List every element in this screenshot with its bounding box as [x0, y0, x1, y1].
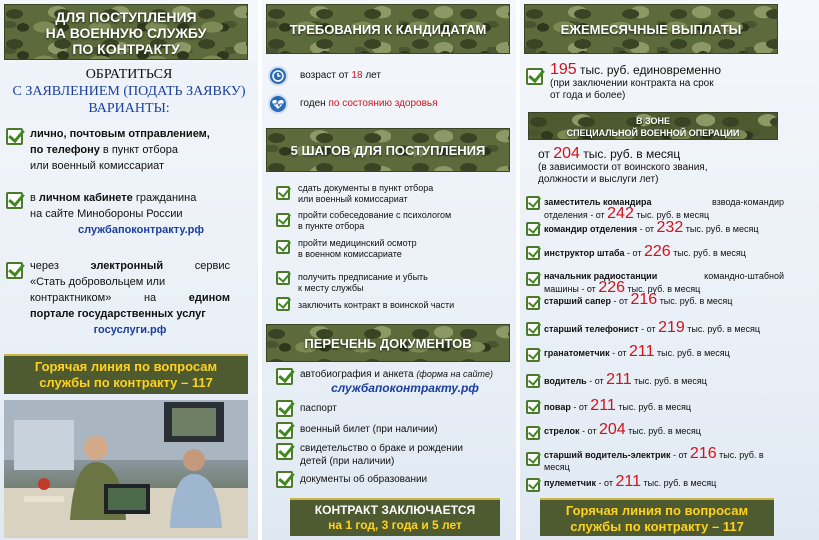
pos-2-name: командир отделения — [544, 224, 638, 234]
hotline-right-line-1: Горячая линия по вопросам — [565, 503, 749, 518]
pos-4-value: 226 — [598, 279, 626, 296]
pos-2-unit: тыс. руб. в месяц — [683, 224, 759, 234]
pos-12-unit: тыс. руб. в месяц — [640, 478, 717, 488]
position-deputy-commander — [544, 196, 784, 221]
mil-contract-link[interactable]: службапоконтракту.рф — [78, 224, 204, 236]
step-3-line2: в военном комиссариате — [298, 249, 402, 259]
contract-line-2: на 1 год, 3 года и 5 лет — [328, 518, 462, 532]
pos-7-value: 211 — [629, 343, 655, 360]
pos-12-from: - от — [596, 478, 616, 488]
step-4-line1: получить предписание и убыть — [298, 272, 428, 282]
monthly-note-1: (в зависимости от воинского звания, — [538, 162, 708, 173]
position-radio-chief — [544, 270, 784, 295]
step-1 — [298, 183, 508, 205]
checkmark-icon — [276, 240, 290, 254]
checkmark-icon — [276, 297, 290, 311]
step-1-line2: или военный комиссариат — [298, 194, 408, 204]
position-grenadier — [544, 343, 730, 360]
banner-line-2: НА ВОЕННУЮ СЛУЖБУ — [45, 25, 207, 41]
option3-via: через — [30, 260, 59, 272]
doc-1-note: (форма на сайте) — [416, 369, 493, 379]
doc-4-line2: детей (при наличии) — [300, 456, 395, 467]
pos-9-unit: тыс. руб. в месяц — [615, 402, 692, 412]
checkmark-icon — [526, 68, 543, 85]
lump-value: 195 — [550, 61, 577, 78]
option3-on: на — [143, 292, 157, 304]
checkmark-icon — [276, 422, 293, 439]
pos-3-value: 226 — [643, 243, 671, 260]
pos-12-value: 211 — [615, 473, 641, 490]
pos-10-from: - от — [579, 426, 599, 436]
zone-line-1: В ЗОНЕ — [635, 116, 671, 126]
apply-line-3: ВАРИАНТЫ: — [88, 101, 170, 116]
pos-12-name: пулеметчик — [544, 478, 597, 488]
pos-2-from: - от — [637, 224, 657, 234]
position-squad-commander — [544, 219, 759, 236]
req-age — [300, 70, 381, 82]
lump-note-1: (при заключении контракта на срок — [550, 78, 714, 89]
pos-8-value: 211 — [606, 371, 632, 388]
option3-contractor: контрактником» — [30, 292, 112, 304]
banner-requirements: ТРЕБОВАНИЯ К КАНДИДАТАМ — [266, 4, 510, 54]
req-age-post: лет — [362, 70, 381, 81]
apply-line-2: С ЗАЯВЛЕНИЕМ (ПОДАТЬ ЗАЯВКУ) — [12, 84, 246, 99]
column-requirements — [262, 0, 516, 540]
monthly-line1 — [538, 146, 776, 162]
monthly-value: 204 — [553, 145, 580, 162]
checkmark-icon — [526, 272, 540, 286]
checkmark-icon — [276, 471, 293, 488]
banner-line-1: ДЛЯ ПОСТУПЛЕНИЯ — [55, 9, 197, 25]
option2-rest: гражданина — [132, 192, 197, 204]
checkmark-icon — [526, 246, 540, 260]
hotline-line-1: Горячая линия по вопросам — [34, 359, 218, 374]
option3-line4: портале государственных услуг — [30, 308, 206, 320]
option2-line2: на сайте Минобороны России — [30, 208, 183, 220]
pos-11-from: - от — [670, 450, 690, 460]
checkmark-icon — [526, 348, 540, 362]
option2-line1 — [30, 190, 252, 206]
option1-rest: в пункт отбора — [99, 144, 178, 156]
pos-7-name: гранатометчик — [544, 348, 610, 358]
checkmark-icon — [526, 322, 540, 336]
option-in-person — [30, 126, 252, 174]
pos-11-line3: месяц — [544, 462, 570, 472]
lump-sum — [550, 62, 780, 102]
gosuslugi-link[interactable]: госуслуги.рф — [93, 324, 167, 336]
req-health-rest: по состоянию здоровья — [328, 98, 438, 109]
step-1-line1: сдать документы в пункт отбора — [298, 183, 434, 193]
option1-line1: лично, почтовым отправлением, — [30, 128, 210, 140]
monthly-note-2: должности и выслуги лет) — [538, 174, 659, 185]
lump-line1 — [550, 62, 780, 78]
step-4-line2: к месту службы — [298, 283, 364, 293]
pos-11-name: старший водитель-электрик — [544, 450, 671, 460]
pos-4-name: начальник радиостанции — [544, 271, 658, 281]
hotline-banner-left — [4, 354, 248, 394]
banner-for-enlistment — [4, 4, 248, 60]
pos-3-from: - от — [624, 248, 644, 258]
doc-4-line1: свидетельство о браке и рождении — [300, 443, 463, 454]
checkmark-icon — [526, 196, 540, 210]
monthly-from — [538, 146, 776, 186]
doc-1-link[interactable]: службапоконтракту.рф — [331, 381, 479, 395]
pos-1-unit: тыс. руб. в месяц — [633, 210, 710, 220]
step-2 — [298, 210, 508, 232]
pos-1-name: заместитель командира — [544, 197, 652, 207]
pos-4-unit: тыс. руб. в месяц — [625, 284, 701, 294]
pos-8-from: - от — [586, 376, 607, 386]
doc-1-line1 — [300, 368, 510, 381]
lump-unit: тыс. руб. единовременно — [576, 63, 722, 77]
position-senior-telephonist — [544, 319, 761, 336]
option3-line2: «Стать добровольцем или — [30, 276, 166, 288]
option1-line3: или военный комиссариат — [30, 160, 165, 172]
checkmark-icon — [6, 128, 23, 145]
checkmark-icon — [526, 374, 540, 388]
monthly-pre: от — [538, 147, 554, 161]
banner-monthly-payments: ЕЖЕМЕСЯЧНЫЕ ВЫПЛАТЫ — [524, 4, 778, 54]
position-senior-sapper — [544, 291, 733, 308]
pos-2-value: 232 — [656, 219, 684, 236]
pos-4-extra: командно-штабной — [704, 271, 784, 281]
banner-documents: ПЕРЕЧЕНЬ ДОКУМЕНТОВ — [266, 324, 510, 362]
pos-1-extra: взвода-командир — [711, 197, 784, 207]
step-2-line2: в пункте отбора — [298, 221, 365, 231]
checkmark-icon — [6, 192, 23, 209]
checkmark-icon — [526, 296, 540, 310]
hotline-banner-right — [540, 498, 774, 536]
option1-line2 — [30, 142, 252, 158]
pos-9-from: - от — [570, 402, 591, 412]
req-age-value: 18 — [351, 70, 363, 81]
option-gosuslugi — [30, 258, 230, 338]
lump-note-2: от года и более) — [550, 90, 626, 101]
contract-line-1: КОНТРАКТ ЗАКЛЮЧАЕТСЯ — [314, 503, 476, 517]
checkmark-icon — [276, 186, 290, 200]
option3-line3 — [30, 290, 230, 306]
hotline-line-2: службы по контракту – 117 — [39, 375, 213, 390]
checkmark-icon — [276, 368, 293, 385]
doc-passport: паспорт — [300, 403, 337, 414]
checkmark-icon — [526, 222, 540, 236]
pos-8-unit: тыс. руб. в месяц — [631, 376, 707, 386]
checkmark-icon — [6, 262, 23, 279]
position-staff-instructor — [544, 243, 746, 260]
pos-10-unit: тыс. руб. в месяц — [625, 426, 701, 436]
step-4 — [298, 272, 508, 294]
position-cook — [544, 397, 692, 414]
column-apply — [0, 0, 258, 540]
contract-term-banner — [290, 498, 500, 536]
apply-title — [0, 62, 258, 118]
req-age-pre: возраст от — [300, 70, 352, 81]
hotline-right-line-2: службы по контракту – 117 — [570, 519, 744, 534]
step-3-line1: пройти медицинский осмотр — [298, 238, 417, 248]
option2-pre: в — [30, 192, 39, 204]
option2-bold: личном кабинете — [38, 192, 133, 204]
option3-single: едином — [188, 292, 230, 304]
pos-10-value: 204 — [598, 421, 626, 438]
pos-5-unit: тыс. руб. в месяц — [657, 296, 733, 306]
option1-phone: по телефону — [30, 144, 100, 156]
checkmark-icon — [276, 213, 290, 227]
zone-line-2: СПЕЦИАЛЬНОЙ ВОЕННОЙ ОПЕРАЦИИ — [566, 128, 740, 138]
apply-line-1: ОБРАТИТЬСЯ — [85, 67, 173, 82]
option3-service: сервис — [194, 260, 230, 272]
checkmark-icon — [276, 271, 290, 285]
banner-line-3: ПО КОНТРАКТУ — [72, 41, 180, 57]
checkmark-icon — [526, 452, 540, 466]
checkmark-icon — [276, 400, 293, 417]
pos-5-name: старший сапер — [544, 296, 612, 306]
pos-7-from: - от — [609, 348, 630, 358]
pos-1-value: 242 — [607, 205, 634, 222]
pos-5-from: - от — [611, 296, 631, 306]
pos-3-unit: тыс. руб. в месяц — [670, 248, 746, 258]
pos-10-name: стрелок — [544, 426, 580, 436]
position-senior-driver-electrician — [544, 445, 784, 473]
banner-svo-zone — [528, 112, 778, 140]
checkmark-icon — [526, 426, 540, 440]
clock-icon — [268, 66, 288, 86]
position-rifleman — [544, 421, 701, 438]
checkmark-icon — [526, 400, 540, 414]
pos-11-value: 216 — [689, 445, 717, 462]
pos-9-name: повар — [544, 402, 571, 412]
pos-6-unit: тыс. руб. в месяц — [684, 324, 761, 334]
req-health — [300, 98, 438, 110]
pos-4-from: машины - от — [544, 284, 599, 294]
pos-6-from: - от — [638, 324, 659, 334]
pos-1-from: отделения - от — [544, 210, 608, 220]
doc-autobiography — [300, 368, 510, 396]
position-machine-gunner — [544, 473, 717, 490]
doc-military-id: военный билет (при наличии) — [300, 424, 438, 435]
pos-6-value: 219 — [658, 319, 685, 336]
column-payments — [520, 0, 819, 540]
pos-5-value: 216 — [630, 291, 658, 308]
step-5-line1: заключить контракт в воинской части — [298, 300, 455, 310]
checkmark-icon — [526, 478, 540, 492]
option-personal-cabinet — [30, 190, 252, 238]
heart-pulse-icon — [268, 94, 288, 114]
option3-electronic: электронный — [90, 260, 164, 272]
pos-3-name: инструктор штаба — [544, 248, 625, 258]
monthly-post: тыс. руб. в месяц — [579, 147, 681, 161]
step-2-line1: пройти собеседование с психологом — [298, 210, 452, 220]
doc-1-text: автобиография и анкета — [300, 369, 414, 380]
option3-line1 — [30, 258, 230, 274]
pos-7-unit: тыс. руб. в месяц — [654, 348, 730, 358]
doc-education: документы об образовании — [300, 474, 428, 485]
photo-illustration — [4, 400, 248, 538]
step-5 — [298, 300, 508, 311]
req-health-pre: годен — [300, 98, 329, 109]
pos-11-unit: тыс. руб. в — [716, 450, 764, 460]
pos-6-name: старший телефонист — [544, 324, 639, 334]
doc-certificates — [300, 442, 512, 468]
position-driver — [544, 371, 707, 388]
checkmark-icon — [276, 443, 293, 460]
pos-9-value: 211 — [590, 397, 616, 414]
recruitment-office-photo — [4, 400, 248, 538]
step-3 — [298, 238, 508, 260]
pos-8-name: водитель — [544, 376, 587, 386]
banner-5-steps: 5 ШАГОВ ДЛЯ ПОСТУПЛЕНИЯ — [266, 128, 510, 172]
